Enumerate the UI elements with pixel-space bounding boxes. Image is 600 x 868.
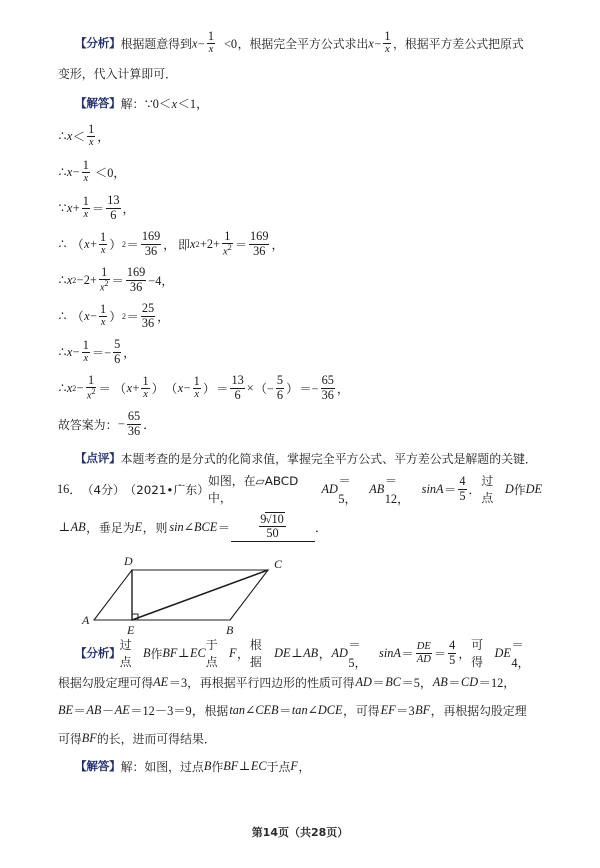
problem16-number: 16 xyxy=(57,481,70,496)
analysis-tag: 【分析】 xyxy=(75,36,121,50)
figure-label-C: C xyxy=(274,557,283,571)
p16-analysis-line-3: BE ＝ AB － AE ＝12－3＝9， 根据 tan∠CEB ＝ tan∠DCE ， 可得 EF ＝3 BF ， 再根据勾股定理 xyxy=(58,702,527,718)
analysis-text-2: ，根据完全平方公式求出 xyxy=(237,36,369,51)
problem16-source: （2021•广东） xyxy=(124,482,210,497)
step-8: ∴ x 2 − $\frac{1}{x^2}$ ＝ （ x + $\frac{1}{x}$ ） （ x − $\frac{1}{x}$ ） ＝ $\frac{13}{6}$ × （− $\frac{5}{6}$ ） ＝− $\frac{65}{36}$ ， xyxy=(58,373,350,402)
figure-label-E: E xyxy=(127,623,135,636)
step-4: ∴ （ x + $\frac{1}{x}$ ） 2 ＝ $\frac{169}{36}$ ， 即 x 2 +2+ $\frac{1}{x^2}$ ＝ $\frac{169}{36}$ ， xyxy=(58,229,284,258)
segment-AD xyxy=(94,570,132,620)
figure-label-B: B xyxy=(226,623,234,636)
answer-blank[interactable]: $\frac{9√10}{50}$ xyxy=(231,512,315,543)
comment-line xyxy=(58,442,542,474)
comment-tag: 【点评】 xyxy=(75,451,121,465)
analysis-expr-2: x− $\frac{1}{x}$ xyxy=(368,29,391,56)
page-content xyxy=(58,28,542,780)
step-2: ∴ x − $\frac{1}{x}$ ＜0， xyxy=(58,158,126,185)
step-6: ∴ （ x − $\frac{1}{x}$ ） 2 ＝ $\frac{25}{36}$ ， xyxy=(58,301,170,330)
step-7: ∴ x − $\frac{1}{x}$ ＝− $\frac{5}{6}$ ， xyxy=(58,337,136,366)
p16-analysis-tag: 【分析】 xyxy=(75,646,121,660)
analysis-text-3: ，根据平方差公式把原式 xyxy=(392,36,524,51)
p16-answer-tag: 【解答】 xyxy=(75,759,121,773)
step-3: ∵ x + $\frac{1}{x}$ ＝ $\frac{13}{6}$ ， xyxy=(58,193,135,222)
p16-analysis-line-1: 【分析】 过点 B 作 BF ⊥ EC 于点 F ， 根据 DE ⊥ AB ， AD ＝5， sinA ＝ $\frac{DE}{AD}$ ＝ $\frac{4}{5}$ ， 可得 DE ＝4， xyxy=(75,638,530,670)
geometry-figure-parallelogram xyxy=(80,554,310,636)
analysis-expr-1: x− $\frac{1}{x}$ <0 xyxy=(191,29,238,56)
p16-analysis-line-4: 可得 BF 的长，进而可得结果． xyxy=(58,730,216,746)
figure-label-D: D xyxy=(124,554,133,568)
figure-label-A: A xyxy=(82,613,90,627)
answer-tag: 【解答】 xyxy=(75,96,121,110)
stem-line2-period: ． xyxy=(315,521,328,535)
problem16-stem-line2: ⊥ AB ， 垂足为 E ， 则 sin∠BCE ＝ $\frac{9√10}{50}$ ． xyxy=(58,504,542,550)
answer-header xyxy=(58,88,542,118)
step-5: ∴ x 2 −2+ $\frac{1}{x^2}$ ＝ $\frac{169}{36}$ −4， xyxy=(58,265,174,294)
analysis-line-2: 变形，代入计算即可． xyxy=(58,66,177,81)
step-0: ∵0＜x＜1， xyxy=(144,96,209,111)
p16-analysis-line-2: 根据勾股定理可得 AE ＝3， 再根据平行四边形的性质可得 AD ＝ BC ＝5， AB ＝ CD ＝12， xyxy=(58,674,516,690)
analysis-line-1 xyxy=(58,28,542,58)
comment-text: 本题考查的是分式的化简求值，掌握完全平方公式、平方差公式是解题的关键． xyxy=(120,451,537,466)
problem16-stem-text1: 如图，在▱ABCD中， xyxy=(207,474,299,505)
p16-answer-line: 【解答】 解：如图，过点 B 作 BF ⊥ EC 于点 F ， xyxy=(75,758,311,774)
problem16-stem-line1: 16 ． （4分） （2021•广东） 如图，在▱ABCD中， AD ＝5， AB ＝12， sinA ＝ $\frac{4}{5}$ ． 过点 D 作 DE xyxy=(57,474,543,506)
segment-EC xyxy=(132,570,268,620)
analysis-text-1: 根据题意得到 xyxy=(120,36,192,51)
final-answer-line: 故答案为： − $\frac{65}{36}$ ． xyxy=(58,409,156,438)
step-1: ∴ x ＜ $\frac{1}{x}$ ， xyxy=(58,122,110,149)
final-answer-label: 故答案为： xyxy=(58,417,118,432)
page-footer: 第14页（共28页） xyxy=(251,826,349,839)
answer-lead: 解： xyxy=(120,96,145,111)
problem16-points: （4分） xyxy=(81,482,125,497)
